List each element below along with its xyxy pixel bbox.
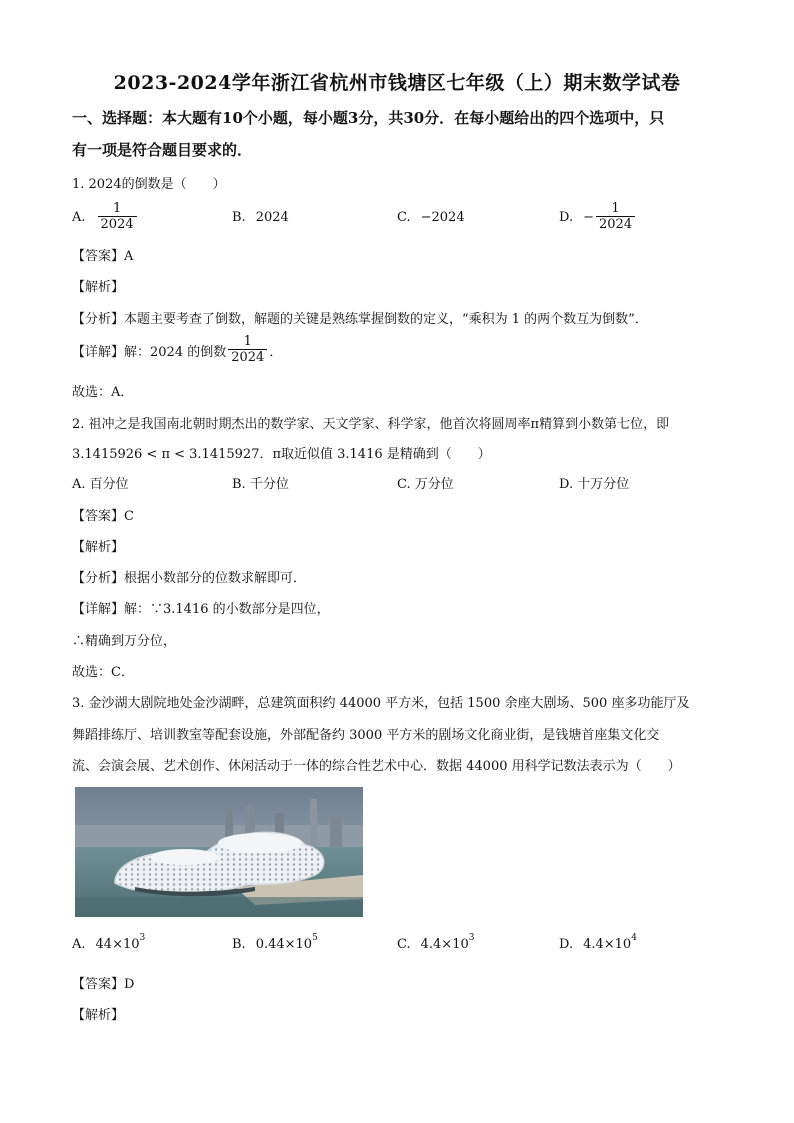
q1-option-a <box>72 200 139 234</box>
q2-choose: 故选：C． <box>72 665 134 680</box>
q2-detail-line-2: ∴精确到万分位， <box>72 634 177 649</box>
q3-option-d <box>559 927 637 961</box>
q1-detail-denominator: 2024 <box>228 349 267 366</box>
q1-answer: 【答案】A <box>72 249 134 264</box>
water-reflection <box>75 897 363 917</box>
q3-analysis-label: 【解析】 <box>72 1008 125 1023</box>
q2-answer: 【答案】C <box>72 509 134 524</box>
q3-option-c-letter: C. <box>397 936 411 952</box>
q1-option-b-text: 2024 <box>255 209 289 225</box>
q1-option-b <box>232 200 289 234</box>
q1-detail-prefix: 【详解】解：2024 的倒数 <box>72 344 227 360</box>
q3-option-b-letter: B. <box>232 936 246 952</box>
q1-option-d-fraction <box>596 201 635 233</box>
q3-option-a-letter: A. <box>72 936 86 952</box>
q2-option-d: D. 十万分位 <box>559 476 630 492</box>
q3-option-d-base: 4.4×10 <box>583 936 632 952</box>
roof-left <box>218 833 302 853</box>
page-title: 2023-2024学年浙江省杭州市钱塘区七年级（上）期末数学试卷 <box>113 72 681 94</box>
q1-option-a-denominator: 2024 <box>98 216 137 233</box>
roof-right <box>151 849 219 865</box>
q1-detail-fraction <box>228 334 267 366</box>
q1-option-d-letter: D. <box>559 209 574 225</box>
section-heading <box>72 102 724 166</box>
q3-option-a-exponent: 3 <box>139 933 146 943</box>
q1-option-a-fraction <box>98 201 137 233</box>
tower-4 <box>310 799 317 849</box>
q2-analysis-label: 【解析】 <box>72 540 125 555</box>
q1-stem: 1. 2024的倒数是（ ） <box>72 177 226 192</box>
q3-option-c <box>397 927 474 961</box>
q1-option-c-letter: C. <box>397 209 411 225</box>
q3-answer: 【答案】D <box>72 977 135 992</box>
q2-detail-line-1: 【详解】解：∵3.1416 的小数部分是四位， <box>72 602 330 617</box>
q3-option-b <box>232 927 318 961</box>
q3-option-a-base: 44×10 <box>95 936 140 952</box>
q3-stem-line-2: 舞蹈排练厅、培训教室等配套设施，外部配备约 3000 平方米的剧场文化商业街，是钱塘首座集文化交 <box>72 728 660 743</box>
q3-stem-line-1: 3. 金沙湖大剧院地处金沙湖畔，总建筑面积约 44000 平方米，包括 1500 余座大剧场、500 座多功能厅及 <box>72 696 690 711</box>
tower-5 <box>330 815 342 849</box>
q3-option-a <box>72 927 145 961</box>
theater-photo <box>75 787 363 917</box>
q3-options <box>72 927 724 961</box>
q1-detail-numerator: 1 <box>243 334 252 349</box>
q1-option-d-numerator: 1 <box>611 201 620 216</box>
q1-detail-suffix: ． <box>269 344 283 360</box>
q2-analysis: 【分析】根据小数部分的位数求解即可． <box>72 571 307 586</box>
q1-option-d-sign: − <box>583 209 594 225</box>
q1-detail <box>72 334 282 366</box>
q1-option-c-text: −2024 <box>420 209 465 225</box>
q3-option-b-exponent: 5 <box>312 933 318 943</box>
section-heading-line-2: 有一项是符合题目要求的． <box>72 141 253 159</box>
q1-analysis-label: 【解析】 <box>72 280 125 295</box>
theater-photo-drawing <box>75 787 363 917</box>
q2-option-b: B. 千分位 <box>232 476 289 492</box>
q2-option-a: A. 百分位 <box>72 476 129 492</box>
q1-option-a-numerator: 1 <box>112 201 122 216</box>
q1-option-c <box>397 200 465 234</box>
q2-stem-line-1: 2. 祖冲之是我国南北朝时期杰出的数学家、天文学家、科学家，他首次将圆周率π精算到小数第七位，即 <box>72 417 670 432</box>
q1-option-a-letter: A. <box>72 209 86 225</box>
q3-option-d-letter: D. <box>559 936 574 952</box>
section-heading-line-1: 一、选择题：本大题有10个小题，每小题3分，共30分．在每小题给出的四个选项中，只 <box>72 109 665 127</box>
q2-option-c: C. 万分位 <box>397 476 454 492</box>
q1-options <box>72 200 724 234</box>
q1-option-b-letter: B. <box>232 209 246 225</box>
q3-option-c-base: 4.4×10 <box>420 936 469 952</box>
q1-option-d <box>559 200 637 234</box>
q2-options <box>72 465 724 499</box>
q1-analysis: 【分析】本题主要考查了倒数，解题的关键是熟练掌握倒数的定义，“乘积为 1 的两个数互为倒数”． <box>72 312 648 327</box>
q3-option-b-base: 0.44×10 <box>255 936 313 952</box>
q3-option-d-exponent: 4 <box>631 933 637 943</box>
q2-stem-line-2: 3.1415926 < π < 3.1415927．π取近似值 3.1416 是精确到（ ） <box>72 447 491 462</box>
q1-option-d-denominator: 2024 <box>596 216 635 233</box>
q3-option-c-exponent: 3 <box>468 933 475 943</box>
q3-stem-line-3: 流、会演会展、艺术创作、休闲活动于一体的综合性艺术中心．数据 44000 用科学记数法表示为（ ） <box>72 759 681 774</box>
q1-choose: 故选：A． <box>72 385 134 400</box>
